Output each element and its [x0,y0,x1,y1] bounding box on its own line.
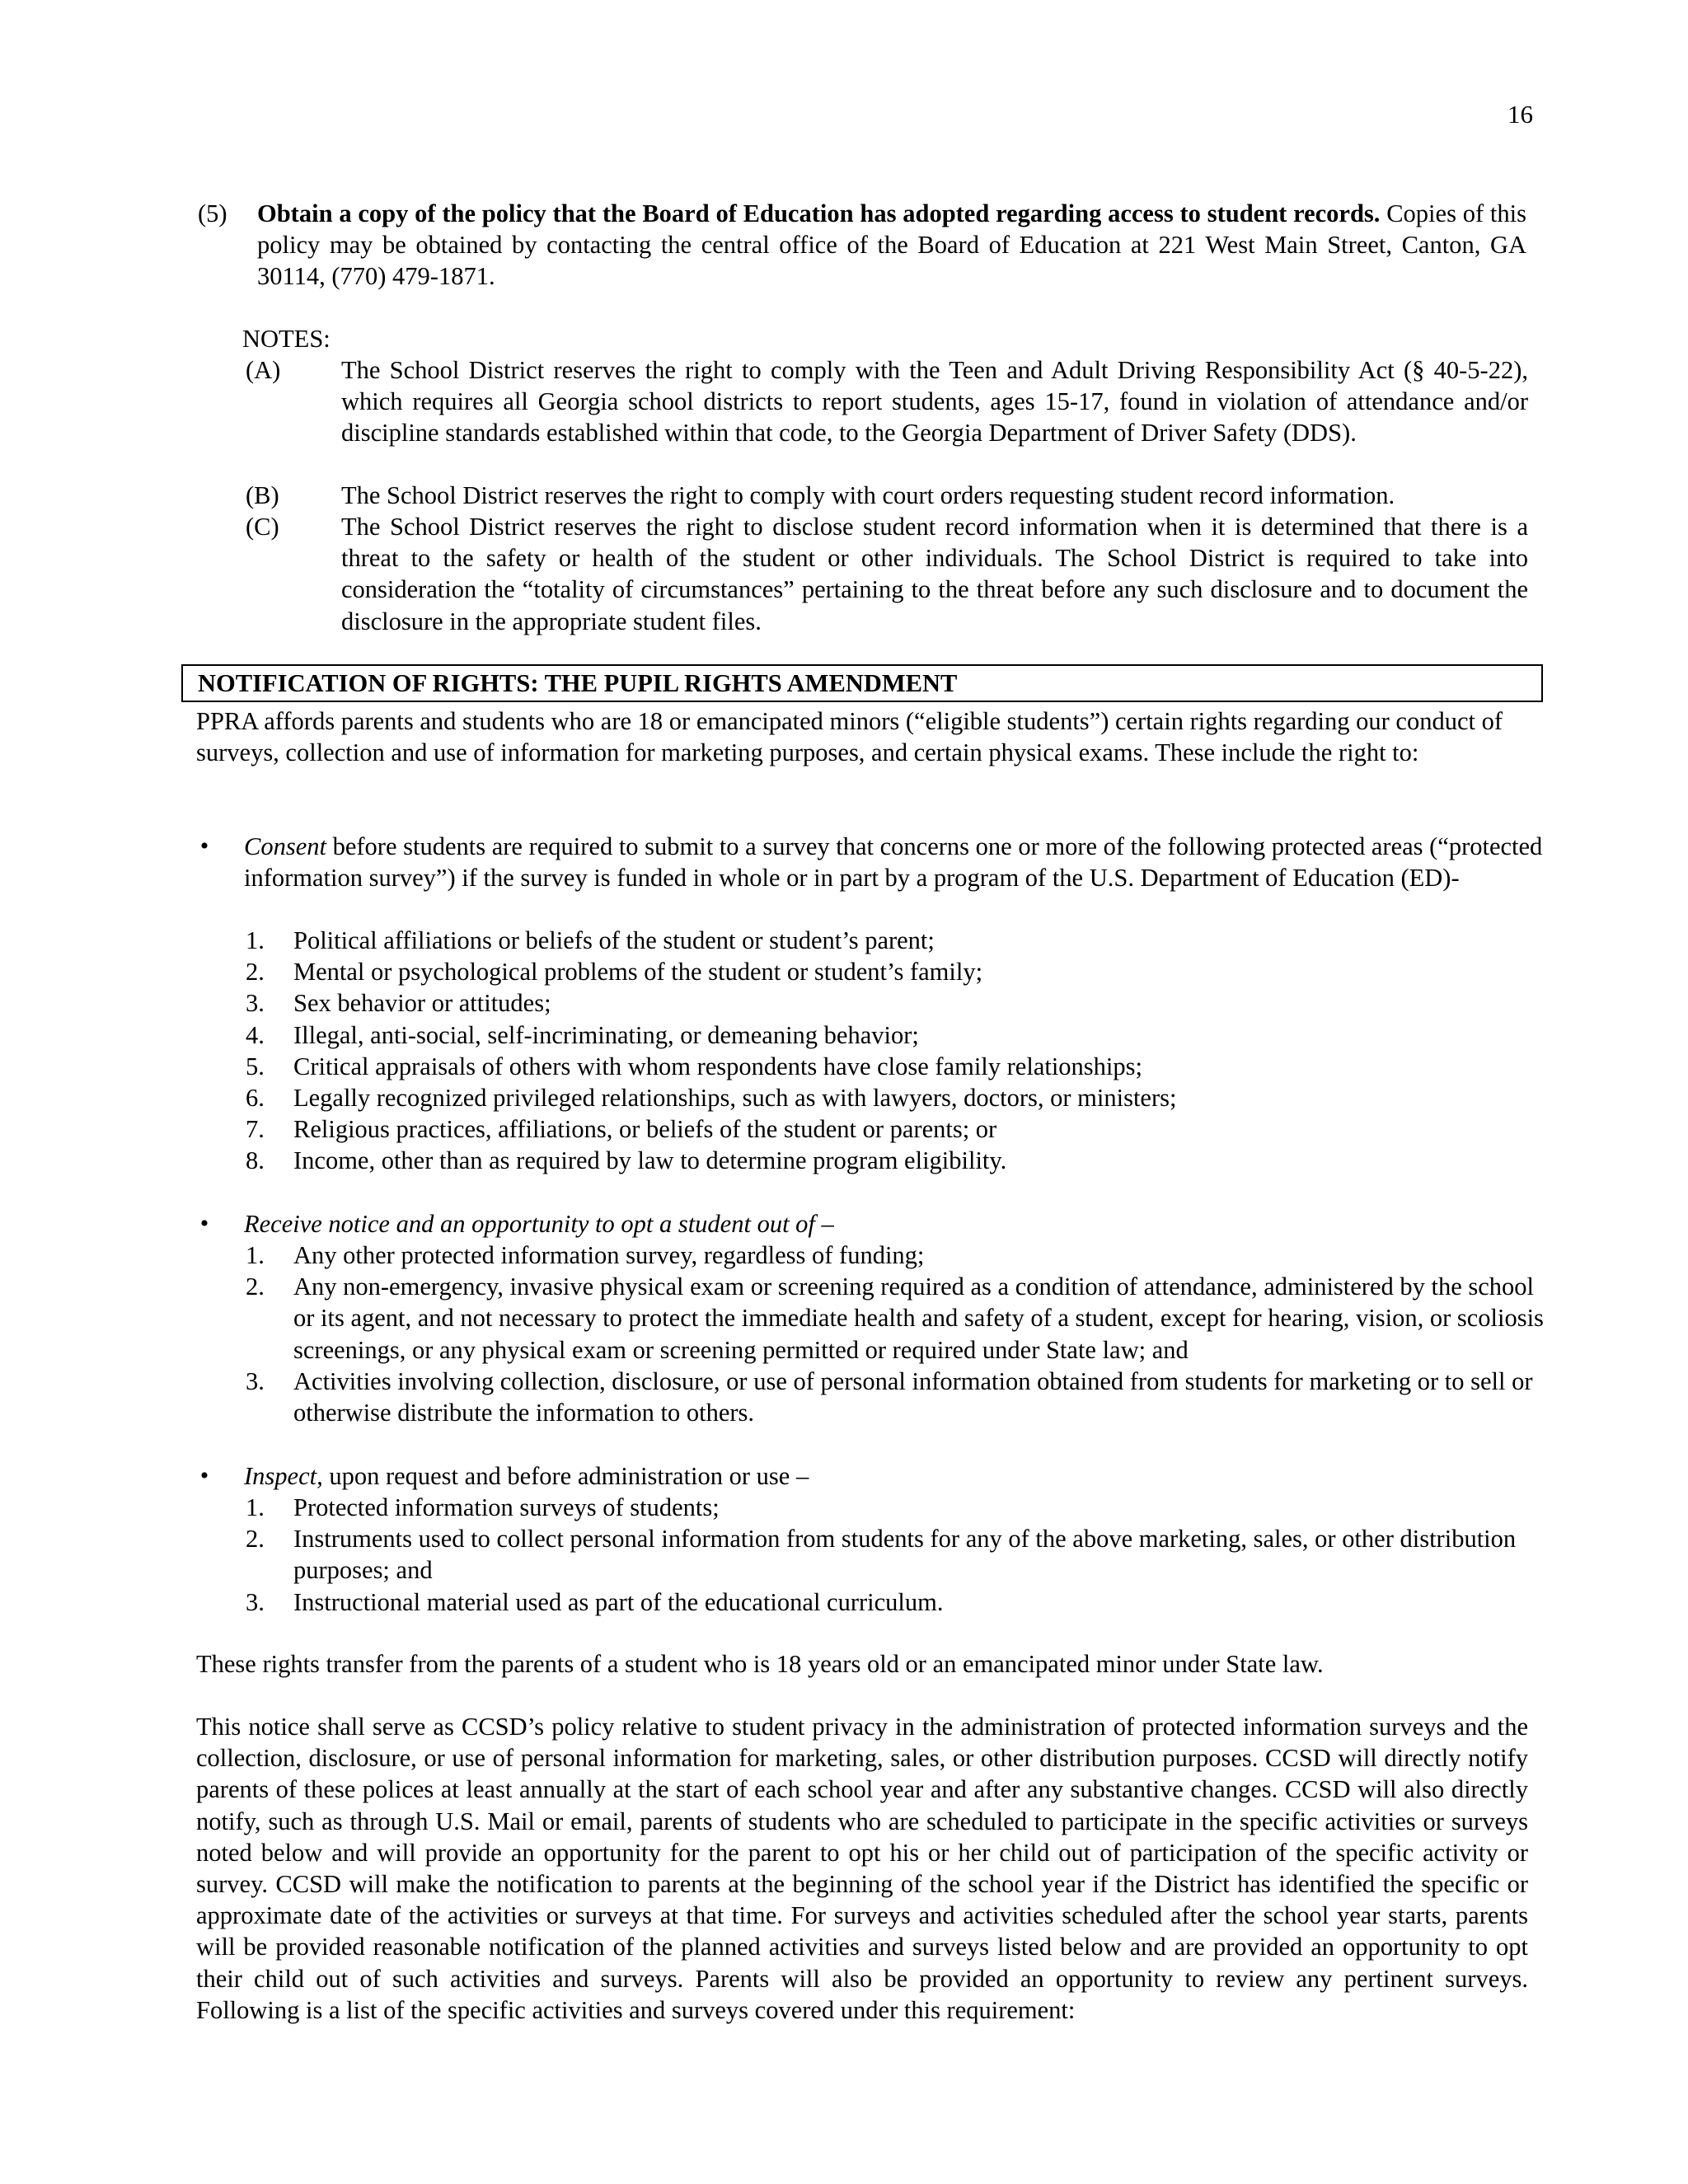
list-number: 7. [246,1115,265,1144]
list-text: Critical appraisals of others with whom respondents have close family relationships; [293,1052,1142,1080]
list-number: 2. [246,1272,265,1301]
list-number: 4. [246,1020,265,1049]
list-number: 3. [246,989,265,1018]
bullet-text [244,1460,1546,1492]
list-item [246,1145,1546,1176]
list-text: Instruments used to collect personal information from students for any of the above marketing, sales, or other distribution purposes; and [293,1525,1517,1585]
page-number: 16 [1507,100,1533,129]
bullet-rest: upon request and before administration or use – [322,1462,809,1490]
list-item [246,1366,1546,1428]
list-item [246,956,1546,987]
list-text: Activities involving collection, disclosure, or use of personal information obtained from students for marketing or to sell or otherwise distribute the information to others. [293,1366,1533,1427]
list-text: Any other protected information survey, regardless of funding; [293,1241,925,1269]
list-number: 3. [246,1587,265,1616]
item5-text: Copies of this policy may be obtained by contacting the central office of the Board of Education at 221 West Main Street, Canton, GA 30114, (770) 479-1871. [257,199,1527,291]
list-item [246,987,1546,1019]
list-number: 3. [246,1366,265,1395]
item5-bold-text: Obtain a copy of the policy that the Board of Education has adopted regarding access to student records. [257,199,1381,227]
policy-paragraph: This notice shall serve as CCSD’s policy relative to student privacy in the administration of protected information surveys and the collection, disclosure, or use of personal information for marketing, sales, or other distribution purposes. CCSD will directly notify parents of these polices at least annually at the start of each school year and after any substantive changes. CCSD will also directly notify, such as through U.S. Mail or email, parents of students who are scheduled to participate in the specific activities or surveys noted below and will provide an opportunity for the parent to opt his or her child out of participation of the specific activity or survey. CCSD will make the notification to parents at the beginning of the school year if the District has identified the specific or approximate date of the activities or surveys at that time. For surveys and activities scheduled after the school year starts, parents will be provided reasonable notification of the planned activities and surveys listed below and are provided an opportunity to opt their child out of such activities and surveys. Parents will also be provided an opportunity to review any pertinent surveys. Following is a list of the specific activities and surveys covered under this requirement: [196,1713,1528,2024]
list-number: 1. [246,1493,265,1521]
note-letter: (B) [246,481,279,509]
list-item [246,925,1546,956]
note-text: The School District reserves the right to comply with the Teen and Adult Driving Responsibility Act (§ 40-5-22), which requires all Georgia school districts to report students, ages 15-17, found in violation of attendance and/or discipline standards established within that code, to the Georgia Department of Driver Safety (DDS). [341,356,1528,448]
item5-number: (5) [198,199,227,227]
bullet-rest: – [814,1210,834,1238]
note-text: The School District reserves the right to comply with court orders requesting student record information. [341,481,1395,509]
list-text: Income, other than as required by law to determine program eligibility. [293,1146,1007,1175]
bullet-icon: • [199,1210,209,1237]
list-item [246,1271,1546,1366]
list-text: Sex behavior or attitudes; [293,989,551,1018]
note-text: The School District reserves the right to disclose student record information when it is determined that there is a threat to the safety or health of the student or other individuals. The School District is required to take into consideration the “totality of circumstances” pertaining to the threat before any such disclosure and to document the disclosure in the appropriate student files. [341,513,1528,635]
list-text: Any non-emergency, invasive physical exam or screening required as a condition of attendance, administered by the school or its agent, and not necessary to protect the immediate health and safety of a student, except for hearing, vision, or scoliosis screenings, or any physical exam or screening permitted or required under State law; and [293,1272,1544,1364]
rights-transfer-paragraph: These rights transfer from the parents of a student who is 18 years old or an emancipated minor under State law. [196,1650,1324,1678]
list-number: 2. [246,958,265,987]
bullet-rest: before students are required to submit to a survey that concerns one or more of the following protected areas (“protected information survey”) if the survey is funded in whole or in part by a program of the U.S. Department of Education (ED)- [244,832,1543,893]
section-heading-box [181,664,1543,702]
receive-notice-list [246,1240,1546,1428]
list-text: Protected information surveys of students; [293,1493,720,1521]
list-number: 1. [246,926,265,954]
bullet-icon: • [199,832,209,860]
bullet-text [244,1208,1546,1240]
bullet-italic: Inspect, [244,1462,323,1490]
list-item [246,1019,1546,1051]
list-text: Religious practices, affiliations, or beliefs of the student or parents; or [293,1115,997,1144]
list-item [246,1523,1546,1586]
list-item [246,1082,1546,1113]
inspect-list [246,1492,1546,1618]
list-item [246,1492,1546,1523]
list-item [246,1240,1546,1271]
bullet-italic: Consent [244,832,326,860]
list-text: Instructional material used as part of the educational curriculum. [293,1587,944,1616]
section-intro: PPRA affords parents and students who are 18 or emancipated minors (“eligible students”) certain rights regarding our conduct of surveys, collection and use of information for marketing purposes, and certain physical exams. These include the right to: [196,707,1503,767]
list-number: 1. [246,1241,265,1269]
consent-list [246,925,1546,1177]
section-heading: NOTIFICATION OF RIGHTS: THE PUPIL RIGHTS AMENDMENT [198,669,958,697]
list-item [246,1586,1546,1618]
item5-body [257,198,1526,293]
list-text: Political affiliations or beliefs of the student or student’s parent; [293,926,935,954]
list-text: Mental or psychological problems of the student or student’s family; [293,958,983,987]
bullet-icon: • [199,1462,209,1489]
bullet-text [244,831,1546,893]
list-text: Legally recognized privileged relationships, such as with lawyers, doctors, or ministers; [293,1084,1177,1113]
bullet-italic: Receive notice and an opportunity to opt a student out of [244,1210,815,1238]
list-text: Illegal, anti-social, self-incriminating, or demeaning behavior; [293,1020,919,1049]
list-number: 6. [246,1084,265,1113]
note-letter: (C) [246,513,279,541]
list-number: 8. [246,1146,265,1175]
note-letter: (A) [246,356,281,384]
list-number: 2. [246,1525,265,1554]
notes-label: NOTES: [242,325,331,353]
list-item [246,1113,1546,1145]
list-number: 5. [246,1052,265,1080]
list-item [246,1051,1546,1082]
